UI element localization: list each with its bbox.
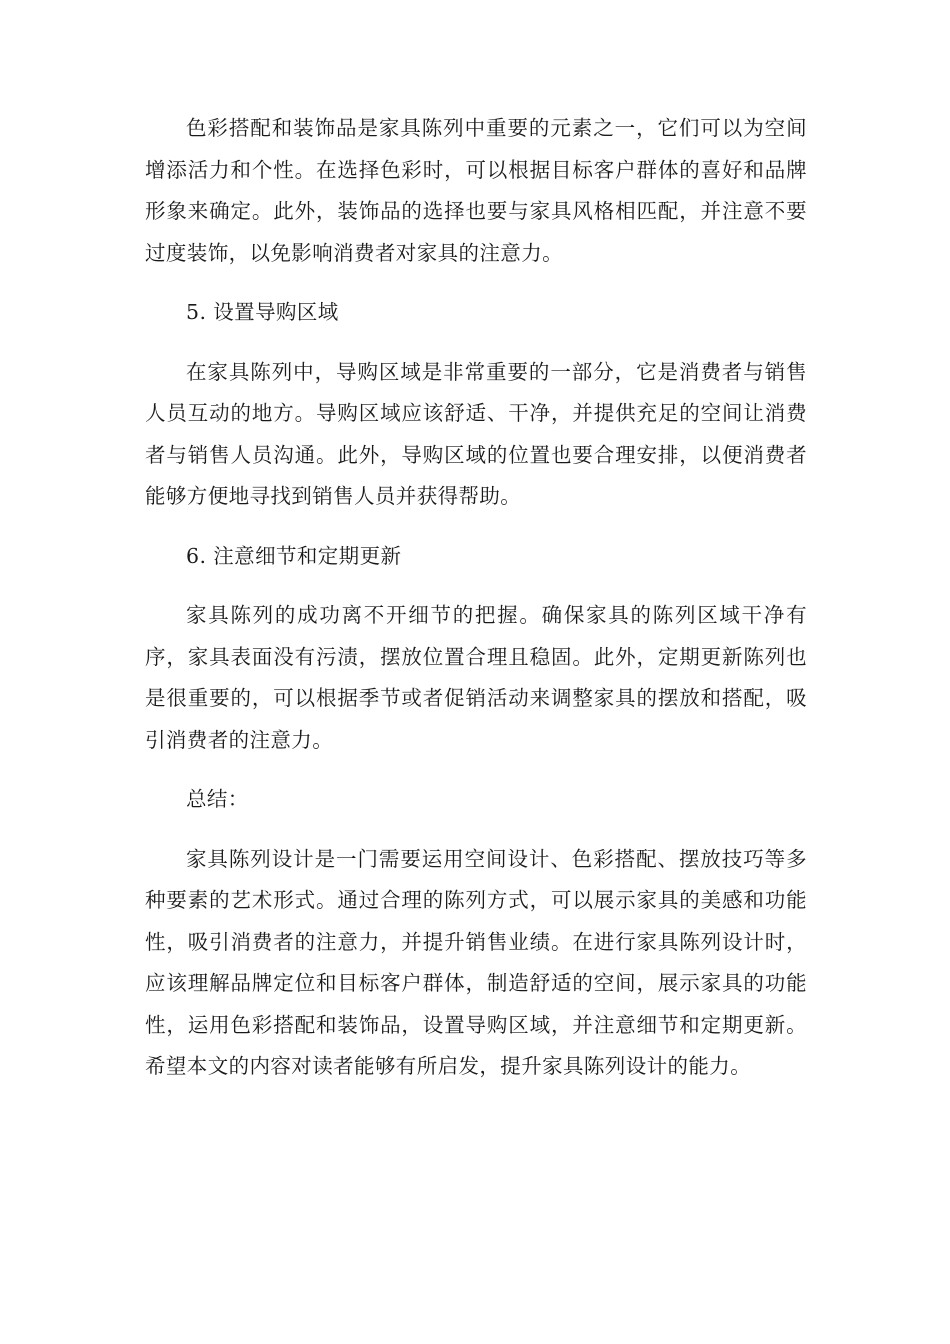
section-heading-5: 5. 设置导购区域: [186, 300, 339, 324]
paragraph-color-decoration: 色彩搭配和装饰品是家具陈列中重要的元素之一，它们可以为空间增添活力和个性。在选择色彩时，可以根据目标客户群体的喜好和品牌形象来确定。此外，装饰品的选择也要与家具风格相匹配，并注意不要过度装饰，以免影响消费者对家具的注意力。: [145, 116, 807, 265]
section-heading-6: 6. 注意细节和定期更新: [186, 543, 402, 568]
document-body: [145, 108, 807, 1106]
paragraph-sales-area: 在家具陈列中，导购区域是非常重要的一部分，它是消费者与销售人员互动的地方。导购区域应该舒适、干净，并提供充足的空间让消费者与销售人员沟通。此外，导购区域的位置也要合理安排，以便消费者能够方便地寻找到销售人员并获得帮助。: [145, 359, 807, 508]
paragraph-details-updates: 家具陈列的成功离不开细节的把握。确保家具的陈列区域干净有序，家具表面没有污渍，摆放位置合理且稳固。此外，定期更新陈列也是很重要的，可以根据季节或者促销活动来调整家具的摆放和搭配，吸引消费者的注意力。: [145, 603, 807, 752]
summary-heading: 总结：: [186, 787, 249, 811]
paragraph-summary: 家具陈列设计是一门需要运用空间设计、色彩搭配、摆放技巧等多种要素的艺术形式。通过合理的陈列方式，可以展示家具的美感和功能性，吸引消费者的注意力，并提升销售业绩。在进行家具陈列设计时，应该理解品牌定位和目标客户群体，制造舒适的空间，展示家具的功能性，运用色彩搭配和装饰品，设置导购区域，并注意细节和定期更新。希望本文的内容对读者能够有所启发，提升家具陈列设计的能力。: [145, 846, 807, 1078]
